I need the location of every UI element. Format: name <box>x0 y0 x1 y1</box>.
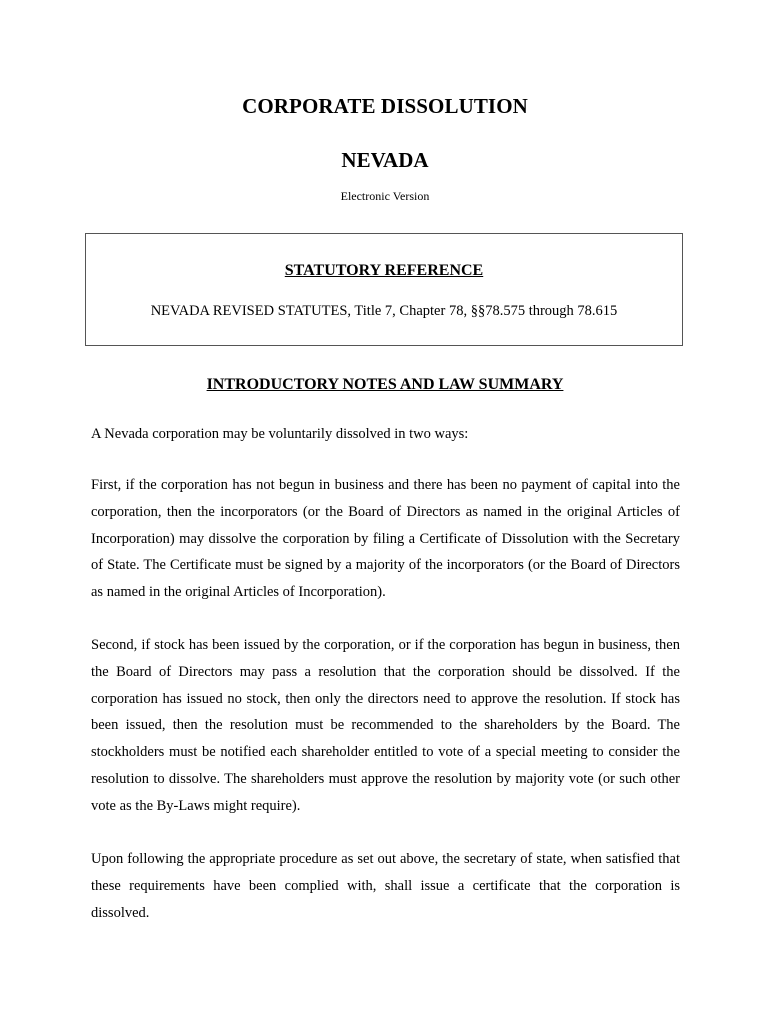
intro-paragraph: Upon following the appropriate procedure as set out above, the secretary of state, when satisfied that these requirements have been complied with, shall issue a certificate that the corporation is dissolved. <box>91 851 680 921</box>
intro-paragraph: Second, if stock has been issued by the corporation, or if the corporation has begun in business, then the Board of Directors may pass a resolution that the corporation should be dissolved. If the corporation has issued no stock, then only the directors need to approve the resolution. If stock has been issued, then the resolution must be recommended to the shareholders by the Board. The stockholders must be notified each shareholder entitled to vote of a special meeting to consider the resolution to dissolve. The shareholders must approve the resolution by majority vote (or such other vote as the By-Laws might require). <box>91 637 680 814</box>
intro-paragraph: A Nevada corporation may be voluntarily dissolved in two ways: <box>91 426 469 442</box>
document-version: Electronic Version <box>340 189 430 203</box>
document-title: CORPORATE DISSOLUTION <box>242 94 528 118</box>
intro-paragraph: First, if the corporation has not begun in business and there has been no payment of capital into the corporation, then the incorporators (or the Board of Directors as named in the original Articles of Incorporation) may dissolve the corporation by filing a Certificate of Dissolution with the Secretary of State. The Certificate must be signed by a majority of the incorporators (or the Board of Directors as named in the original Articles of Incorporation). <box>91 477 680 601</box>
statutory-reference-box <box>85 233 683 346</box>
document-state: NEVADA <box>341 148 429 172</box>
intro-heading: INTRODUCTORY NOTES AND LAW SUMMARY <box>206 376 564 393</box>
statutory-reference-citation: NEVADA REVISED STATUTES, Title 7, Chapter 78, §§78.575 through 78.615 <box>150 303 618 319</box>
statutory-reference-heading: STATUTORY REFERENCE <box>284 262 484 279</box>
